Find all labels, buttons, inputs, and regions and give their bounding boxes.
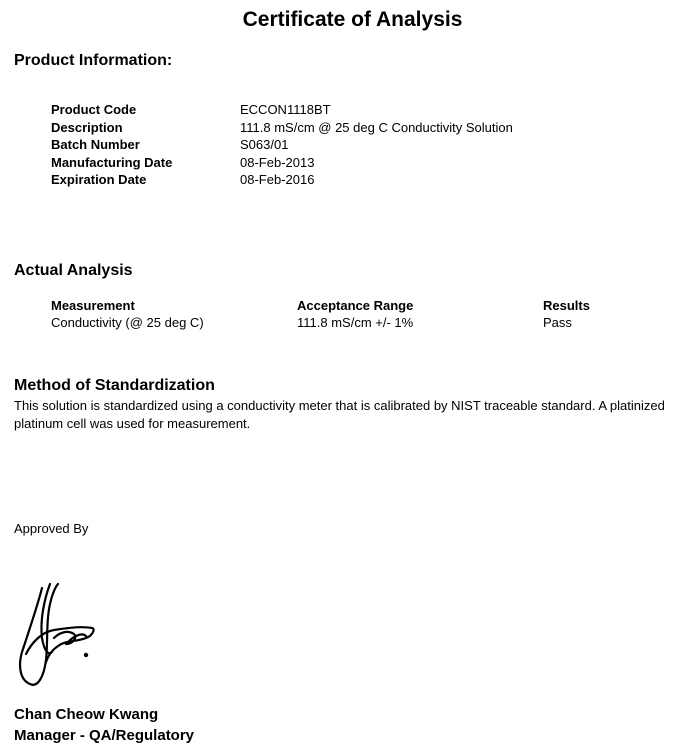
method-description: This solution is standardized using a conductivity meter that is calibrated by NIST traceable standard. A platinized platinum cell was used for measurement. bbox=[14, 398, 665, 431]
cell-acceptance-range: 111.8 mS/cm +/- 1% bbox=[297, 315, 414, 330]
info-label: Manufacturing Date bbox=[51, 155, 173, 170]
info-label: Description bbox=[51, 120, 123, 135]
approved-by-label: Approved By bbox=[14, 521, 89, 536]
cell-measurement: Conductivity (@ 25 deg C) bbox=[51, 315, 204, 330]
info-label: Product Code bbox=[51, 102, 137, 117]
signer-name: Chan Cheow Kwang bbox=[14, 706, 159, 723]
cell-result: Pass bbox=[543, 315, 572, 330]
signature-image bbox=[12, 580, 102, 690]
product-information-heading: Product Information: bbox=[14, 52, 173, 69]
info-value: 111.8 mS/cm @ 25 deg C Conductivity Solution bbox=[240, 120, 513, 135]
method-heading: Method of Standardization bbox=[14, 377, 215, 394]
info-value: 08-Feb-2016 bbox=[240, 172, 315, 187]
info-value: 08-Feb-2013 bbox=[240, 155, 315, 170]
info-value: S063/01 bbox=[240, 137, 289, 152]
column-header-acceptance-range: Acceptance Range bbox=[297, 298, 414, 313]
info-value: ECCON1118BT bbox=[240, 102, 331, 117]
actual-analysis-heading: Actual Analysis bbox=[14, 262, 133, 279]
column-header-results: Results bbox=[543, 298, 590, 313]
page-title: Certificate of Analysis bbox=[242, 8, 463, 31]
info-label: Batch Number bbox=[51, 137, 140, 152]
column-header-measurement: Measurement bbox=[51, 298, 135, 313]
info-label: Expiration Date bbox=[51, 172, 147, 187]
signer-title: Manager - QA/Regulatory bbox=[14, 727, 195, 744]
